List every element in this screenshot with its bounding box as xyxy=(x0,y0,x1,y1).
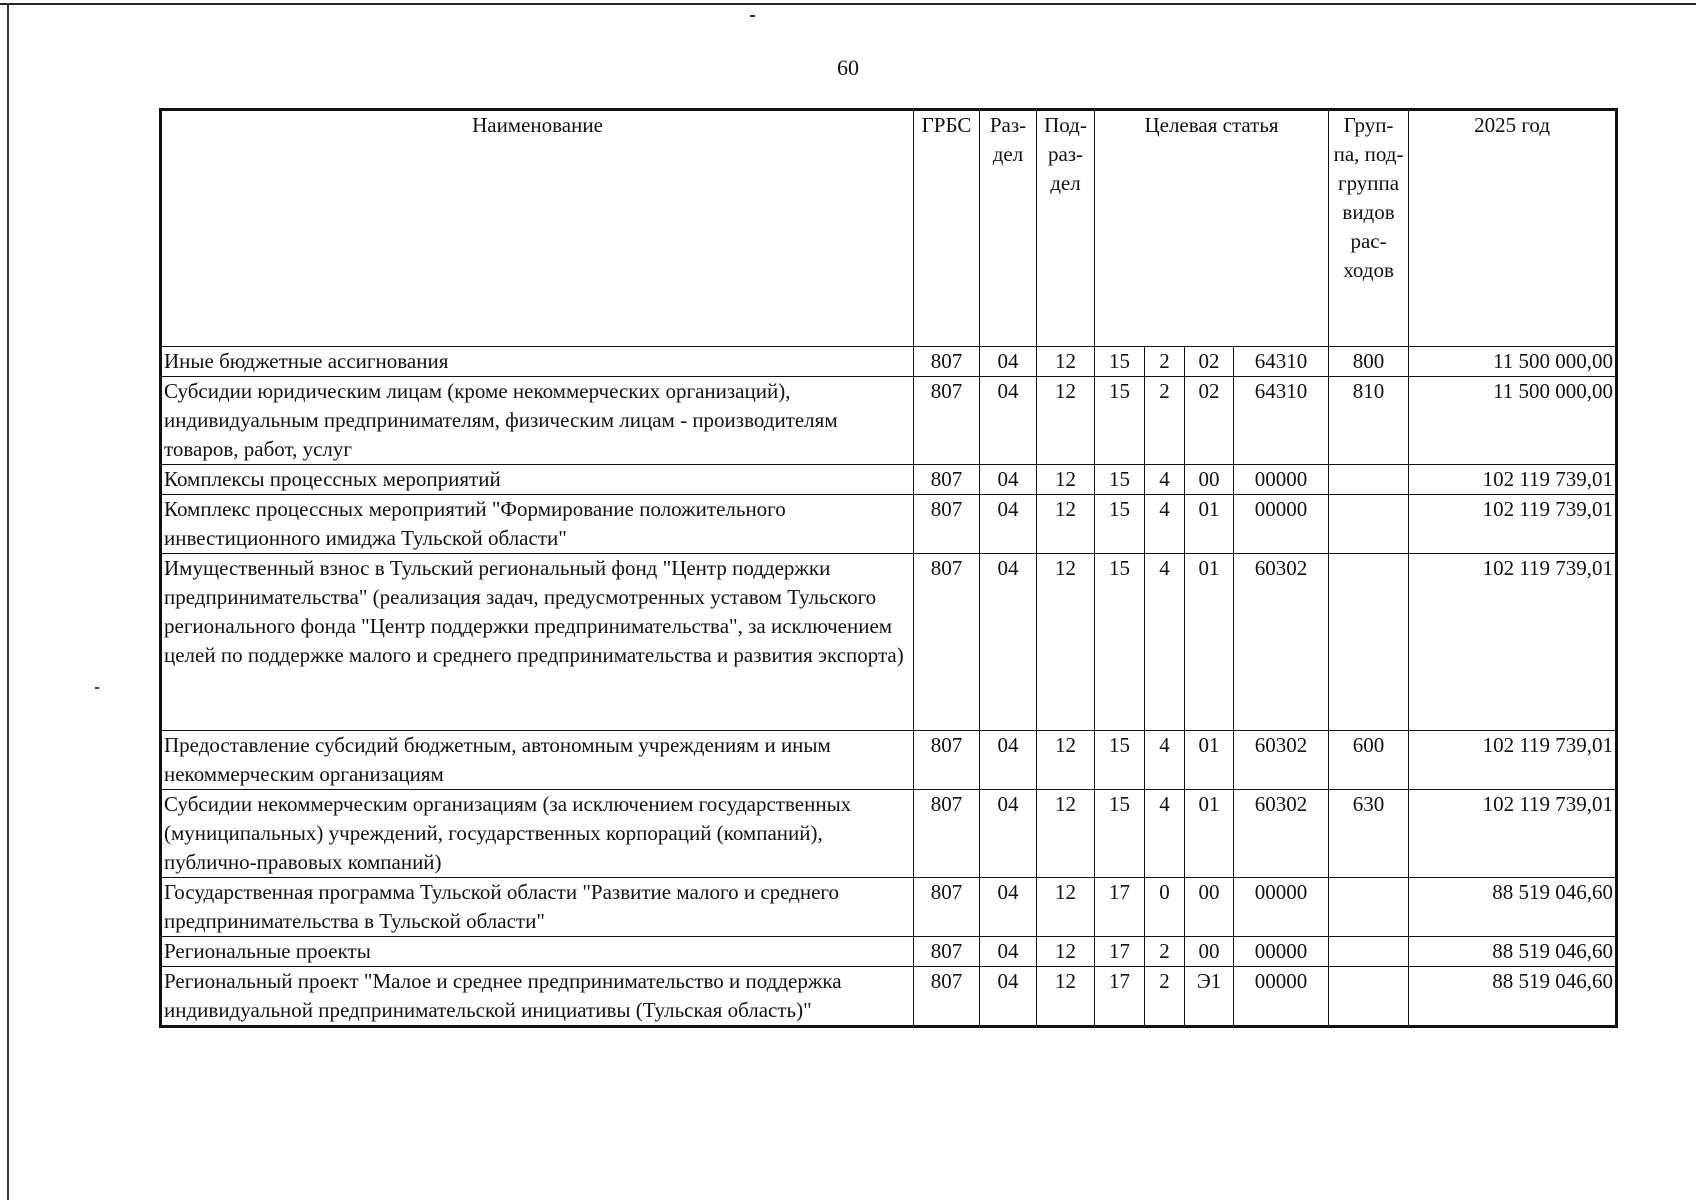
header-razdel: Раз- дел xyxy=(980,110,1037,347)
cell-target-1: 15 xyxy=(1095,495,1145,554)
cell-target-3: 00 xyxy=(1185,465,1234,495)
cell-target-4: 00000 xyxy=(1234,465,1329,495)
cell-group: 600 xyxy=(1329,731,1409,790)
cell-grbs: 807 xyxy=(914,967,980,1027)
cell-podrazdel: 12 xyxy=(1037,878,1095,937)
cell-group xyxy=(1329,554,1409,731)
table-row xyxy=(161,554,1617,731)
table-row xyxy=(161,937,1617,967)
cell-target-2: 2 xyxy=(1145,377,1185,465)
table-row xyxy=(161,377,1617,465)
cell-name: Комплексы процессных мероприятий xyxy=(161,465,914,495)
table-header-row xyxy=(161,110,1617,347)
cell-target-3: 00 xyxy=(1185,878,1234,937)
cell-target-3: 02 xyxy=(1185,347,1234,377)
cell-target-1: 17 xyxy=(1095,878,1145,937)
cell-target-4: 00000 xyxy=(1234,967,1329,1027)
cell-target-4: 60302 xyxy=(1234,790,1329,878)
cell-target-4: 60302 xyxy=(1234,554,1329,731)
cell-target-3: Э1 xyxy=(1185,967,1234,1027)
cell-target-3: 01 xyxy=(1185,731,1234,790)
cell-target-3: 01 xyxy=(1185,554,1234,731)
cell-target-2: 4 xyxy=(1145,465,1185,495)
cell-podrazdel: 12 xyxy=(1037,731,1095,790)
cell-podrazdel: 12 xyxy=(1037,347,1095,377)
header-grbs: ГРБС xyxy=(914,110,980,347)
cell-razdel: 04 xyxy=(980,377,1037,465)
cell-target-1: 15 xyxy=(1095,731,1145,790)
cell-group: 630 xyxy=(1329,790,1409,878)
cell-target-4: 00000 xyxy=(1234,878,1329,937)
cell-group xyxy=(1329,878,1409,937)
cell-target-3: 01 xyxy=(1185,790,1234,878)
cell-group xyxy=(1329,465,1409,495)
cell-amount: 102 119 739,01 xyxy=(1409,731,1617,790)
cell-podrazdel: 12 xyxy=(1037,967,1095,1027)
cell-grbs: 807 xyxy=(914,937,980,967)
cell-name: Региональный проект "Малое и среднее предпринимательство и поддержка индивидуальной предпринимательской инициативы (Тульская область)" xyxy=(161,967,914,1027)
cell-target-2: 4 xyxy=(1145,495,1185,554)
header-expense-group: Груп- па, под- группа видов рас- ходов xyxy=(1329,110,1409,347)
header-year: 2025 год xyxy=(1409,110,1617,347)
cell-amount: 102 119 739,01 xyxy=(1409,790,1617,878)
cell-amount: 11 500 000,00 xyxy=(1409,377,1617,465)
cell-amount: 88 519 046,60 xyxy=(1409,878,1617,937)
cell-name: Иные бюджетные ассигнования xyxy=(161,347,914,377)
cell-group xyxy=(1329,937,1409,967)
cell-target-3: 01 xyxy=(1185,495,1234,554)
cell-amount: 11 500 000,00 xyxy=(1409,347,1617,377)
table-row xyxy=(161,731,1617,790)
cell-group: 800 xyxy=(1329,347,1409,377)
cell-target-1: 17 xyxy=(1095,967,1145,1027)
cell-grbs: 807 xyxy=(914,878,980,937)
cell-razdel: 04 xyxy=(980,967,1037,1027)
cell-razdel: 04 xyxy=(980,937,1037,967)
cell-target-1: 15 xyxy=(1095,377,1145,465)
cell-amount: 88 519 046,60 xyxy=(1409,937,1617,967)
cell-name: Государственная программа Тульской области "Развитие малого и среднего предпринимательства в Тульской области" xyxy=(161,878,914,937)
scan-border-top xyxy=(0,3,1696,5)
cell-group xyxy=(1329,967,1409,1027)
cell-name: Региональные проекты xyxy=(161,937,914,967)
cell-grbs: 807 xyxy=(914,790,980,878)
cell-target-1: 15 xyxy=(1095,347,1145,377)
cell-amount: 102 119 739,01 xyxy=(1409,465,1617,495)
cell-grbs: 807 xyxy=(914,377,980,465)
cell-name: Субсидии некоммерческим организациям (за исключением государственных (муниципальных) учреждений, государственных корпораций (компаний), публично-правовых компаний) xyxy=(161,790,914,878)
cell-podrazdel: 12 xyxy=(1037,790,1095,878)
table-row xyxy=(161,967,1617,1027)
cell-target-4: 60302 xyxy=(1234,731,1329,790)
cell-target-1: 15 xyxy=(1095,554,1145,731)
cell-razdel: 04 xyxy=(980,554,1037,731)
cell-grbs: 807 xyxy=(914,495,980,554)
cell-grbs: 807 xyxy=(914,465,980,495)
header-name: Наименование xyxy=(161,110,914,347)
cell-podrazdel: 12 xyxy=(1037,465,1095,495)
cell-razdel: 04 xyxy=(980,465,1037,495)
cell-podrazdel: 12 xyxy=(1037,495,1095,554)
header-podrazdel: Под- раз- дел xyxy=(1037,110,1095,347)
cell-amount: 102 119 739,01 xyxy=(1409,554,1617,731)
cell-name: Субсидии юридическим лицам (кроме некоммерческих организаций), индивидуальным предпринимателям, физическим лицам - производителям товаров, работ, услуг xyxy=(161,377,914,465)
header-target-article: Целевая статья xyxy=(1095,110,1329,347)
cell-target-2: 4 xyxy=(1145,790,1185,878)
cell-target-1: 15 xyxy=(1095,465,1145,495)
cell-name: Имущественный взнос в Тульский региональный фонд "Центр поддержки предпринимательства" (реализация задач, предусмотренных уставом Тульского регионального фонда "Центр поддержки предпринимательства", за исключением целей по поддержке малого и среднего предпринимательства и развития экспорта) xyxy=(161,554,914,731)
cell-grbs: 807 xyxy=(914,731,980,790)
cell-name: Предоставление субсидий бюджетным, автономным учреждениям и иным некоммерческим организациям xyxy=(161,731,914,790)
scan-border-left xyxy=(7,3,9,1200)
cell-razdel: 04 xyxy=(980,790,1037,878)
cell-group: 810 xyxy=(1329,377,1409,465)
table-row xyxy=(161,465,1617,495)
table-row xyxy=(161,495,1617,554)
cell-target-2: 4 xyxy=(1145,554,1185,731)
table-row xyxy=(161,790,1617,878)
cell-target-4: 64310 xyxy=(1234,377,1329,465)
cell-target-1: 17 xyxy=(1095,937,1145,967)
cell-name: Комплекс процессных мероприятий "Формирование положительного инвестиционного имиджа Тульской области" xyxy=(161,495,914,554)
cell-target-2: 4 xyxy=(1145,731,1185,790)
scan-mark xyxy=(95,687,99,689)
cell-podrazdel: 12 xyxy=(1037,937,1095,967)
cell-target-2: 2 xyxy=(1145,967,1185,1027)
cell-razdel: 04 xyxy=(980,495,1037,554)
cell-razdel: 04 xyxy=(980,731,1037,790)
cell-grbs: 807 xyxy=(914,347,980,377)
cell-target-2: 0 xyxy=(1145,878,1185,937)
cell-group xyxy=(1329,495,1409,554)
cell-target-4: 64310 xyxy=(1234,347,1329,377)
cell-podrazdel: 12 xyxy=(1037,554,1095,731)
cell-target-4: 00000 xyxy=(1234,495,1329,554)
cell-amount: 102 119 739,01 xyxy=(1409,495,1617,554)
table-row xyxy=(161,347,1617,377)
budget-table xyxy=(159,108,1618,1028)
cell-grbs: 807 xyxy=(914,554,980,731)
cell-target-1: 15 xyxy=(1095,790,1145,878)
cell-target-3: 02 xyxy=(1185,377,1234,465)
table-row xyxy=(161,878,1617,937)
cell-target-2: 2 xyxy=(1145,937,1185,967)
cell-target-2: 2 xyxy=(1145,347,1185,377)
cell-podrazdel: 12 xyxy=(1037,377,1095,465)
page-number: 60 xyxy=(837,55,859,80)
cell-target-3: 00 xyxy=(1185,937,1234,967)
cell-razdel: 04 xyxy=(980,347,1037,377)
scan-mark xyxy=(750,15,755,17)
cell-razdel: 04 xyxy=(980,878,1037,937)
cell-target-4: 00000 xyxy=(1234,937,1329,967)
cell-amount: 88 519 046,60 xyxy=(1409,967,1617,1027)
